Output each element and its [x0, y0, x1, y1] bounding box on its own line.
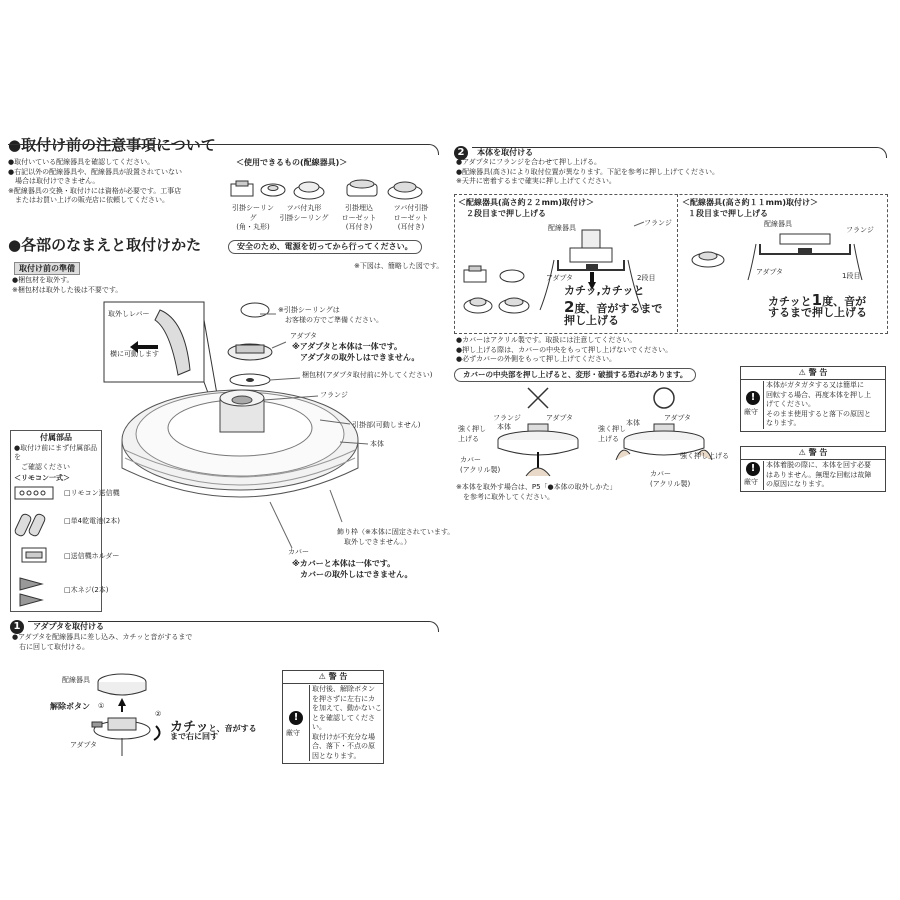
- accessories-note: [14, 444, 101, 473]
- warning-line: げてください。: [766, 400, 815, 408]
- mandatory-icon: !: [746, 462, 760, 476]
- warning-head: ⚠ 警 告: [741, 367, 885, 380]
- hand-icon: [616, 450, 630, 460]
- warning-line: い。: [312, 723, 326, 731]
- round-ceiling-icon: [261, 184, 285, 196]
- case22-click-3: 押し上げる: [564, 314, 619, 327]
- note-line: を参考に取外してください。: [456, 492, 554, 501]
- warning-line: とを確認してくださ: [312, 713, 375, 722]
- note-line: またはお買い上げの販売店に依頼してください。: [8, 196, 169, 204]
- click-count: 1: [811, 291, 823, 309]
- fixture-caption: ローゼット: [393, 213, 429, 222]
- adapter-label: アダプタ: [290, 332, 318, 340]
- note-line: ●取付いている配線器具を確認してください。: [8, 158, 155, 166]
- right-adapter-label: アダプタ: [664, 414, 692, 422]
- hand-icon: [526, 468, 550, 476]
- fixture-caption: (角・丸形): [236, 223, 270, 231]
- label-line: 飾り枠（※本体に固定されています。: [337, 528, 455, 536]
- instruction-line: ●アダプタにフランジを合わせて押し上げる。: [456, 158, 601, 166]
- right-body-label: 本体: [626, 419, 640, 427]
- leader-line: [270, 378, 300, 380]
- case22-wiring-label: 配線器具: [548, 224, 576, 232]
- case22-stage-label: 2段目: [637, 274, 656, 282]
- case11-title: ＜配線器具(高さ約１１mm)取付け＞: [682, 198, 818, 207]
- note-line: ●右記以外の配線器具や、配線器具が設置されていない: [8, 167, 182, 176]
- step2-instructions: [456, 158, 719, 187]
- warning-line: なります。: [766, 419, 801, 427]
- leader-line: [270, 502, 292, 548]
- warning-line: 合、落下・不点の原: [312, 742, 375, 750]
- wiring-label: 配線器具: [62, 676, 90, 684]
- warning-box-step1: [282, 670, 384, 764]
- push-arrow-icon: [118, 698, 126, 712]
- label-line: カバー: [460, 456, 481, 464]
- prep-line: ●梱包材を取外す。: [12, 276, 74, 284]
- adapter-note: [292, 342, 419, 363]
- warning-text: [763, 381, 884, 429]
- click-instruction-2: まで右に回す: [170, 732, 218, 741]
- label-line: (アクリル製): [650, 479, 691, 488]
- fixture-caption: ローゼット: [341, 213, 377, 222]
- warning-text: [309, 685, 386, 761]
- note-line: 場合は取付けできません。: [8, 177, 100, 185]
- section-title-parts: ●各部のなまえと取付けかた: [8, 236, 202, 254]
- warning-head: ⚠ 警 告: [283, 671, 383, 684]
- case11-adapter-label: アダプタ: [756, 268, 784, 276]
- warning-line: 本体着脱の際に、本体を回す必要: [766, 461, 871, 469]
- fixture-caption: 引掛シーリング: [232, 204, 274, 222]
- note-line: ※本体を取外す場合は、P5「●本体の取外しかた」: [456, 483, 617, 491]
- warning-text: [763, 461, 884, 490]
- release-button: [92, 722, 102, 727]
- mandatory-icon: !: [289, 711, 303, 725]
- fixture-caption: 引掛埋込: [345, 204, 373, 212]
- before-install-notes: [8, 158, 233, 206]
- embedded-rosette-icon: [347, 180, 377, 196]
- case22-flange-label: フランジ: [644, 219, 672, 227]
- click-text: 度、音が: [822, 295, 867, 308]
- step-circle-2: ②: [155, 710, 162, 718]
- cover-caution-band: カバーの中央部を押し上げると、変形・破損する恐れがあります。: [454, 368, 696, 382]
- usable-fixtures-title: ＜使用できるもの(配線器具)＞: [236, 158, 348, 167]
- square-ceiling-icon: [231, 181, 253, 196]
- cover-line: ●カバーはアクリル製です。取扱には注意してください。: [456, 336, 637, 344]
- warning-line: 因となります。: [312, 751, 361, 760]
- case22-subtitle: ２段目まで押し上げる: [466, 209, 546, 218]
- packing-hole: [246, 378, 254, 382]
- flange-rosette-icon: [388, 182, 422, 199]
- fixture-caption: (耳付き): [345, 223, 373, 231]
- warning-line: 回転する場合、再度本体を押し上: [766, 390, 871, 399]
- adapter-label: アダプタ: [70, 741, 98, 749]
- warning-line: を押さずに左右にカ: [312, 694, 375, 703]
- section-rule: [28, 621, 439, 632]
- warning-line: の原因になります。: [766, 480, 829, 488]
- wrong-body-label: 本体: [497, 423, 511, 431]
- case22-title: ＜配線器具(高さ約２２mm)取付け＞: [458, 198, 594, 207]
- label-line: (アクリル製): [460, 465, 501, 474]
- fixture-caption: ツバ付丸形: [286, 204, 322, 212]
- click-text: カチッと: [768, 295, 812, 308]
- fixture-variants: [464, 266, 529, 313]
- accessory-remote: □リモコン送信機: [64, 489, 120, 497]
- case-divider: [677, 194, 678, 332]
- label-line: アダプタの取外しはできません。: [292, 352, 420, 362]
- accessories-title: 付属部品: [40, 433, 72, 442]
- case22-adapter-label: アダプタ: [546, 274, 574, 282]
- cover-notes: [456, 336, 672, 365]
- cover-note: [292, 559, 412, 580]
- label-line: ※引掛シーリングは: [278, 306, 340, 314]
- ceiling-rose: [241, 303, 269, 317]
- lever-label: 取外しレバー: [108, 310, 150, 318]
- instruction-line: 右に回して取付ける。: [12, 642, 89, 651]
- fixture-caption: ツバ付引掛: [393, 204, 429, 212]
- fixture-caption: 引掛シーリング: [279, 213, 329, 222]
- step-number: 2: [454, 146, 468, 160]
- release-label: 解除ボタン: [50, 702, 90, 711]
- label-line: ※アダプタと本体は一体です。: [292, 342, 403, 351]
- accessory-holder: □送信機ホルダー: [64, 552, 120, 560]
- right-push-label: 強く押し上げる: [598, 425, 626, 443]
- flange-hole: [232, 396, 252, 404]
- screw-icon: [20, 578, 42, 590]
- click-text: 度、音がするまで: [574, 302, 663, 315]
- step-title: 本体を取付ける: [477, 148, 534, 157]
- case11-wiring-label: 配線器具: [764, 220, 792, 228]
- wrong-push-label: 強く押し上げる: [458, 425, 486, 443]
- remote-title: ＜リモコン一式＞: [14, 474, 70, 482]
- case11-flange-label: フランジ: [846, 226, 874, 234]
- warning-line: 取付後、解除ボタン: [312, 685, 375, 693]
- label-line: お客様の方でご準備ください。: [278, 315, 383, 324]
- rotate-arrow-icon: [154, 726, 160, 740]
- accessories-illustration: [12, 484, 62, 608]
- case22-click-1: カチッ,カチッと: [564, 284, 645, 297]
- cover-line: ●押し上げる際は、カバーの中央をもって押し上げないでください。: [456, 345, 673, 354]
- wrong-cover-label: [460, 456, 500, 475]
- flange-round-ceiling-icon: [294, 182, 324, 199]
- case11-click-2: するまで押し上げる: [768, 306, 867, 319]
- warning-line: はありません。無理な回転は故障: [766, 470, 872, 479]
- right-push-label-2: 強く押し上げる: [680, 452, 729, 460]
- warning-box-wobble: [740, 366, 886, 432]
- click-count: 2: [564, 298, 575, 316]
- prep-line: ※梱包材は取外した後は不要です。: [12, 285, 123, 294]
- accessory-line: ご確認ください: [14, 462, 70, 471]
- step-circle-1: ①: [98, 702, 105, 710]
- body-label: 本体: [370, 440, 384, 448]
- warning-line: 本体がガタガタする又は簡単に: [766, 381, 864, 389]
- usable-fixtures-illustration: [225, 172, 440, 206]
- simplified-note: ※下図は、簡略した図です。: [354, 262, 444, 270]
- packing-label: 梱包材(アダプタ取付前に外してください): [302, 371, 433, 379]
- warning-line: を加えて、動かないこ: [312, 704, 382, 712]
- wrong-adapter-label: アダプタ: [546, 414, 574, 422]
- fixture-caption: (耳付き): [397, 223, 425, 231]
- accessory-line: ●取付け前にまず付属部品を: [14, 443, 98, 461]
- mandatory-label: 厳守: [744, 408, 758, 416]
- step1-instructions: [12, 633, 192, 652]
- safety-notice: 安全のため、電源を切ってから行ってください。: [228, 240, 422, 254]
- mandatory-label: 厳守: [286, 729, 300, 737]
- leader-line: [330, 490, 342, 522]
- remove-note: [456, 483, 617, 502]
- warning-line: 取付けが不充分な場: [312, 732, 375, 741]
- hook-label: 引掛部(可動しません): [352, 421, 421, 429]
- leader-line: [272, 342, 286, 348]
- step-number: 1: [10, 620, 24, 634]
- note-line: ※配線器具の交換・取付けには資格が必要です。工事店: [8, 186, 182, 195]
- cover-label: カバー: [288, 548, 309, 556]
- label-line: カバーの取外しはできません。: [292, 569, 413, 579]
- label-line: 取外しできません。）: [337, 537, 411, 546]
- adapter-top: [236, 345, 264, 353]
- flange-label: フランジ: [320, 391, 348, 399]
- prep-tag: 取付け前の準備: [14, 262, 80, 275]
- label-line: カバー: [650, 470, 671, 478]
- section-rule: [472, 147, 887, 158]
- frame-label: [337, 528, 454, 547]
- warning-box-rotate: [740, 446, 886, 492]
- cover-line: ●必ずカバーの外側をもって押し上げてください。: [456, 355, 617, 363]
- instruction-line: ●アダプタを配線器具に差し込み、カチッと音がするまで: [12, 633, 193, 641]
- case11-stage-label: 1段目: [842, 272, 861, 280]
- slide-label: 横に可動します: [110, 350, 159, 358]
- section-title-before-install: ●取付け前の注意事項について: [8, 136, 216, 154]
- step-title: アダプタを取付ける: [33, 622, 104, 631]
- accessory-screw: □木ネジ(2本): [64, 586, 109, 594]
- screw-icon: [20, 594, 42, 606]
- label-line: ※カバーと本体は一体です。: [292, 559, 396, 568]
- instruction-line: ●配線器具(高さ)により取付位置が異なります。下記を参考に押し上げてください。: [456, 167, 720, 176]
- right-cover-label: [650, 470, 690, 489]
- click-text: カチッ: [170, 720, 209, 735]
- wrong-flange-label: フランジ: [493, 414, 521, 422]
- warning-line: そのまま使用すると落下の原因と: [766, 409, 871, 418]
- mandatory-label: 厳守: [744, 478, 758, 486]
- mandatory-icon: !: [746, 391, 760, 405]
- section-rule: [8, 144, 439, 155]
- warning-head: ⚠ 警 告: [741, 447, 885, 460]
- ceiling-note: [278, 306, 383, 325]
- instruction-line: ※天井に密着するまで確実に押し上げてください。: [456, 177, 616, 185]
- case11-subtitle: １段目まで押し上げる: [688, 209, 768, 218]
- click-text: と、音がする: [208, 724, 257, 733]
- accessory-battery: □単4乾電池(2本): [64, 517, 120, 525]
